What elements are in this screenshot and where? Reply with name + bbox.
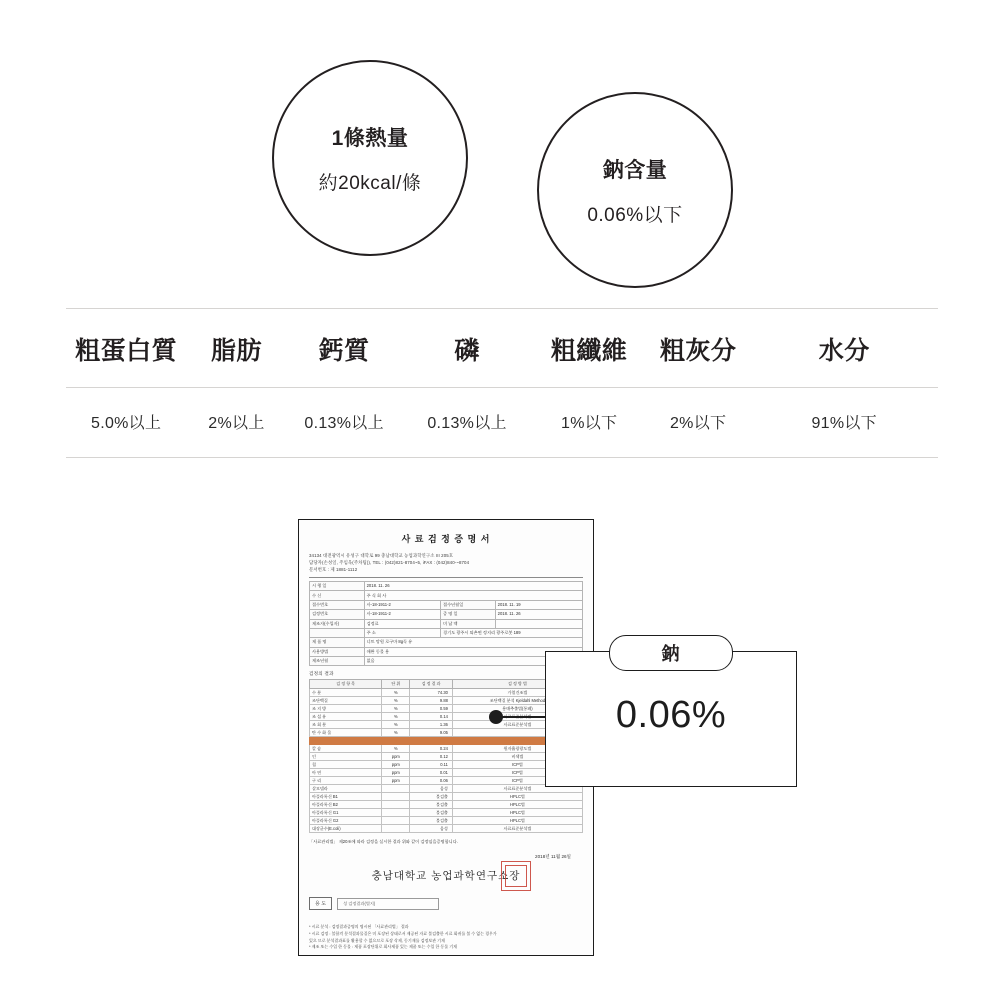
callout-leader-line xyxy=(496,716,548,718)
info-value: 검정료 xyxy=(364,619,440,628)
table-row xyxy=(310,657,583,666)
info-label: 시 행 일 xyxy=(310,582,365,591)
result-value: 9.88 xyxy=(410,697,453,705)
circle-sodium xyxy=(537,92,733,288)
result-value: 불검출 xyxy=(410,793,453,801)
result-method: ICP법 xyxy=(452,761,582,769)
result-item: 조 섬 유 xyxy=(310,713,382,721)
nutrition-table xyxy=(66,308,938,458)
nutrition-value-cell: 91%以下 xyxy=(811,415,877,432)
info-value: 경기도 광주시 퇴촌면 정지리 광주로봇 189 xyxy=(441,628,583,637)
certificate-footer-line: 있으 므로 분석결과표를 활용할 수 없으므로 포장 삭제, 동기재를 검정보관 기재 xyxy=(309,937,445,943)
result-unit: % xyxy=(382,737,410,745)
nutrition-header-cell: 脂肪 xyxy=(210,337,262,365)
certificate-organization xyxy=(309,868,583,883)
certificate-footer-line: * 제조 또는 수입 한 동물 : 제품 포장단위로 회사제품 있는 제품 또는 수입 한 동물 기재 xyxy=(309,944,457,950)
table-row xyxy=(310,721,583,729)
result-value: 0.06 xyxy=(410,737,453,745)
certificate-badge-label: 용 도 xyxy=(309,897,332,910)
result-unit: % xyxy=(382,705,410,713)
info-value: 주 소 xyxy=(364,628,440,637)
result-unit xyxy=(382,785,410,793)
table-row-highlighted xyxy=(310,737,583,745)
nutrition-header-cell: 水分 xyxy=(818,337,870,365)
result-unit: ppm xyxy=(382,777,410,785)
table-row xyxy=(310,761,583,769)
table-row xyxy=(310,610,583,619)
info-label xyxy=(310,628,365,637)
certificate-footer-line: * 시료 분석 : 검정결과증명의 명시된 「사료관리법」 결과 xyxy=(309,924,409,930)
result-method: HPLC법 xyxy=(452,809,582,817)
circle-calorie-title: 1條熱量 xyxy=(331,126,409,150)
nutrition-value-cell: 2%以下 xyxy=(669,415,727,432)
certificate-date: 2018년 11월 26일 xyxy=(535,854,571,860)
result-item: 칼 슘 xyxy=(310,745,382,753)
certificate-header-line: 문서번호 : 제 1881-1112 xyxy=(309,567,358,572)
nutrition-value-cell: 0.13%以上 xyxy=(304,415,384,432)
info-value: 사-18-1911-2 xyxy=(364,610,440,619)
circle-sodium-value: 0.06%以下 xyxy=(587,204,683,226)
result-value: 0.12 xyxy=(410,753,453,761)
nutrition-header-cell: 鈣質 xyxy=(318,337,370,365)
info-label: 미 납 액 xyxy=(441,619,496,628)
table-bottom-rule xyxy=(66,457,938,458)
result-unit xyxy=(382,817,410,825)
result-value: 74.30 xyxy=(410,689,453,697)
result-unit: % xyxy=(382,697,410,705)
result-value: 불검출 xyxy=(410,801,453,809)
result-unit: % xyxy=(382,689,410,697)
table-row xyxy=(310,777,583,785)
circle-calorie xyxy=(272,60,468,256)
result-item: 아플라톡신 G1 xyxy=(310,809,382,817)
result-item: 구 리 xyxy=(310,777,382,785)
table-row xyxy=(310,785,583,793)
nutrition-header-cell: 粗纖維 xyxy=(550,337,628,365)
result-unit: % xyxy=(382,721,410,729)
nutrition-value-row xyxy=(66,388,938,457)
certificate-footer xyxy=(309,924,583,950)
info-label: 접수년월일 xyxy=(441,600,496,609)
result-unit: ppm xyxy=(382,761,410,769)
official-stamp-icon xyxy=(501,861,531,891)
table-row xyxy=(310,825,583,833)
result-value: 9.05 xyxy=(410,729,453,737)
result-value: 음성 xyxy=(410,785,453,793)
result-method: 용매추출법(통폐) xyxy=(452,705,582,713)
info-value xyxy=(495,619,582,628)
result-item: 나트륨(Na) xyxy=(310,737,382,745)
info-value: 2018. 11. 26 xyxy=(364,582,582,591)
circle-calorie-value: 約20kcal/條 xyxy=(318,172,422,194)
info-value: 2018. 11. 26 xyxy=(495,610,582,619)
info-label: 제조년월 xyxy=(310,657,365,666)
result-header-cell: 단 위 xyxy=(382,680,410,689)
result-unit: ppm xyxy=(382,769,410,777)
nutrition-header-row xyxy=(66,309,938,387)
info-label: 사용방법 xyxy=(310,647,365,656)
result-item: 조단백질 xyxy=(310,697,382,705)
result-value: 불검출 xyxy=(410,817,453,825)
result-item: 아플라톡신 G2 xyxy=(310,817,382,825)
nutrition-value-cell: 1%以下 xyxy=(561,415,618,432)
certificate-badge-row xyxy=(309,897,583,910)
table-row xyxy=(310,801,583,809)
table-row xyxy=(310,628,583,637)
result-value: 0.06 xyxy=(410,777,453,785)
result-unit xyxy=(382,793,410,801)
result-unit xyxy=(382,809,410,817)
table-row xyxy=(310,817,583,825)
certificate-header-block xyxy=(309,552,583,573)
table-row xyxy=(310,582,583,591)
certificate-badge-value: 성 검정결과(별지) xyxy=(337,898,439,910)
result-item: 조 지 방 xyxy=(310,705,382,713)
result-item: 아플라톡신 B2 xyxy=(310,801,382,809)
result-method: 원자흡광광도법 xyxy=(452,745,582,753)
nutrition-value-cell: 0.13%以上 xyxy=(427,415,507,432)
result-value: 0.11 xyxy=(410,761,453,769)
info-value: 사-18-1911-2 xyxy=(364,600,440,609)
certificate-info-table xyxy=(309,581,583,666)
result-method: 비색법 xyxy=(452,753,582,761)
info-label: 접수번호 xyxy=(310,600,365,609)
certificate-title: 사 료 검 정 증 명 서 xyxy=(401,534,491,544)
certificate-divider xyxy=(309,577,583,578)
result-value: 0.59 xyxy=(410,705,453,713)
result-item: 조 회 분 xyxy=(310,721,382,729)
table-row xyxy=(310,689,583,697)
result-item: 인 xyxy=(310,753,382,761)
table-row xyxy=(310,753,583,761)
result-method: HPLC법 xyxy=(452,801,582,809)
table-row xyxy=(310,745,583,753)
table-row xyxy=(310,600,583,609)
result-unit xyxy=(382,801,410,809)
certificate-header-line: 담당자(손성일, 주임욱(주차팀)), TEL : (042)821-8704~5, iFAX : (042)840-~8704 xyxy=(309,560,470,565)
info-label: 수 신 xyxy=(310,591,365,600)
nutrition-header-cell: 磷 xyxy=(454,337,480,365)
table-row xyxy=(310,591,583,600)
nutrition-header-cell: 粗灰分 xyxy=(659,337,737,365)
info-value: 2018. 11. 19 xyxy=(495,600,582,609)
result-method: ICP법 xyxy=(452,777,582,785)
result-item: 아플라톡신 B1 xyxy=(310,793,382,801)
result-header-cell: 검 정 방 법 xyxy=(452,680,582,689)
highlight-circles xyxy=(0,30,1000,260)
table-row xyxy=(310,729,583,737)
sodium-callout xyxy=(545,644,797,787)
result-item: 대장균수(E.coli) xyxy=(310,825,382,833)
table-row xyxy=(310,809,583,817)
info-label: 제 품 명 xyxy=(310,638,365,647)
circle-sodium-title: 鈉含量 xyxy=(602,158,668,182)
result-value: 0.14 xyxy=(410,713,453,721)
result-unit xyxy=(382,825,410,833)
table-row xyxy=(310,647,583,656)
result-method: 조단백질 분석 Kjeldahl Method xyxy=(452,697,582,705)
result-unit: % xyxy=(382,745,410,753)
result-item: 아 연 xyxy=(310,769,382,777)
info-value: 너트 망원 로구마 8g독 유 xyxy=(364,638,582,647)
table-row xyxy=(310,793,583,801)
table-row xyxy=(310,697,583,705)
info-label: 검정번호 xyxy=(310,610,365,619)
result-header-cell: 검 정 결 과 xyxy=(410,680,453,689)
result-item: 살모넬라 xyxy=(310,785,382,793)
result-value: 불검출 xyxy=(410,809,453,817)
result-method: 사료표준분석법 xyxy=(452,721,582,729)
result-unit: % xyxy=(382,729,410,737)
result-unit: ppm xyxy=(382,753,410,761)
table-row xyxy=(310,705,583,713)
info-label: 제조자(수입자) xyxy=(310,619,365,628)
result-method: HPLC법 xyxy=(452,793,582,801)
result-value: 1.36 xyxy=(410,721,453,729)
table-row xyxy=(310,619,583,628)
table-row xyxy=(310,638,583,647)
result-value: 0.01 xyxy=(410,769,453,777)
result-method: ICP법 xyxy=(452,769,582,777)
result-header-row xyxy=(310,680,583,689)
result-method: 사료표준분석법 xyxy=(452,785,582,793)
result-header-cell: 검 정 항 목 xyxy=(310,680,382,689)
info-value: 없음 xyxy=(364,657,582,666)
nutrition-header-cell: 粗蛋白質 xyxy=(75,337,178,365)
certificate-header-line: 34134 대전광역시 유성구 대학로 99 충남대학교 농업과학연구소 III 205호 xyxy=(309,553,454,558)
certificate-note: 「사료관리법」 제20조에 따라 검정을 실시한 결과 위와 같이 검정임을증명합니다. xyxy=(309,839,458,845)
info-label: 증 명 일 xyxy=(441,610,496,619)
nutrition-value-cell: 5.0%以上 xyxy=(91,415,162,432)
certificate-result-caption: 검정의 결과 xyxy=(309,671,334,677)
result-method: 원자흡광광도법 xyxy=(452,737,582,745)
result-unit: % xyxy=(382,713,410,721)
result-value: 음성 xyxy=(410,825,453,833)
result-item: 수 분 xyxy=(310,689,382,697)
certificate-result-table xyxy=(309,679,583,833)
table-row xyxy=(310,769,583,777)
result-method: HPLC법 xyxy=(452,817,582,825)
certificate-footer-line: * 시료 검정 : 불합격 분석결과물질은 미 포장된 상태로서 제공된 자료 불검출한 시료 회귀를 볼 수 없는 경우가 xyxy=(309,930,497,936)
sodium-callout-value: 0.06% xyxy=(615,694,727,736)
info-value: 주 식 회 사 xyxy=(364,591,582,600)
nutrition-value-cell: 2%以上 xyxy=(208,415,265,432)
info-value: 애완 동물 용 xyxy=(364,647,582,656)
result-method: 가열건조법 xyxy=(452,689,582,697)
certificate-org-label: 충남대학교 농업과학연구소장 xyxy=(371,870,521,883)
result-method: 사료표준분석법 xyxy=(452,825,582,833)
sodium-callout-label: 鈉 xyxy=(609,635,733,671)
result-item: 탄 수 화 물 xyxy=(310,729,382,737)
result-item: 철 xyxy=(310,761,382,769)
result-value: 0.24 xyxy=(410,745,453,753)
